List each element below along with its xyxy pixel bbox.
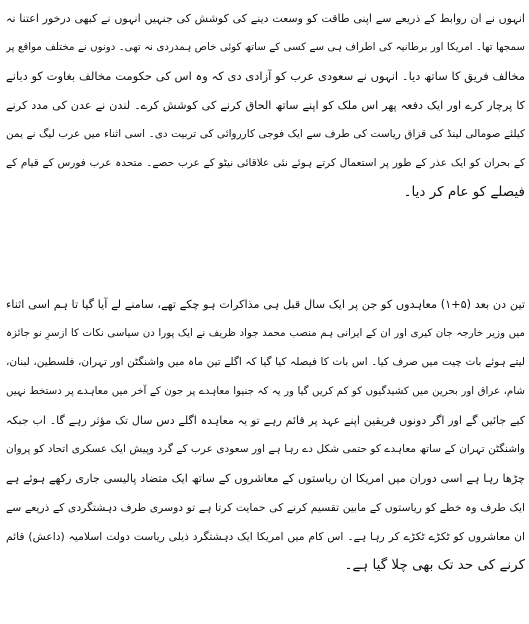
text-line: ایک طرف وہ خطے کو ریاستوں کے مابین تقسیم کرنے کی حمایت کرتا ہے تو دوسری طرف دہشتگردی کے ذریعے سے: [6, 501, 525, 514]
text-line: کا پرچار کرے اور ایک دفعہ پھر اس ملک کو اپنے ساتھ الحاق کرنے کی کوشش کرے۔ لندن نے عدن کی مدد کرنے: [6, 99, 525, 112]
text-line: فیصلے کو عام کر دیا۔: [403, 184, 525, 200]
text-line: انہوں نے ان روابط کے ذریعے سے اپنی طاقت کو وسعت دینے کی کوشش کی جنہیں انہوں نے کبھی درخور اعتنا نہ: [6, 12, 525, 25]
text-line: لیتے ہوئے بات چیت میں صرف کیا۔ اس بات کا فیصلہ کیا گیا کہ اگلے تین ماہ میں واشنگٹن اور تہران، فلسطین، لبنان،: [6, 356, 525, 368]
text-line: واشنگٹن تہران کے ساتھ معاہدے کو حتمی شکل دے رہا ہے اور سعودی عرب کے گرد وپیش ایک عسکری اتحاد کو پروان: [6, 443, 525, 455]
text-line: کیلئے صومالی لینڈ کی قزاق ریاست کی طرف سے ایک فوجی کارروائی کی تربیت دی۔ اسی اثناء میں عرب لیگ نے یمن: [6, 128, 525, 140]
text-line: سمجھا تھا۔ امریکا اور برطانیہ کی اطراف ہی سے کسی کے ساتھ کوئی خاص ہمدردی نہ تھی۔ دونوں نے مختلف مواقع پر: [6, 41, 525, 53]
text-line: میں وزیر خارجہ جان کیری اور ان کے ایرانی ہم منصب محمد جواد ظریف نے ایک پورا دن سیاسی نکات کا ازسرِ نو جائزہ: [6, 327, 525, 339]
text-line: کرنے کی حد تک بھی چلا گیا ہے۔: [344, 557, 525, 573]
text-line: تین دن بعد (۵+۱) معاہدوں کو جن پر ایک سال قبل ہی مذاکرات ہو چکے تھے، سامنے لے آیا گیا تا ہم اسی اثناء: [6, 298, 525, 311]
text-line: مخالف فریق کا ساتھ دیا۔ انہوں نے سعودی عرب کو آزادی دی کہ وہ اس کی حکومت مخالف بغاوت کو دبانے: [6, 69, 525, 83]
text-line: کے بحران کو ایک عذر کے طور پر استعمال کرتے ہوئے نئی علاقائی نیٹو کے عرب حصے۔ متحدہ عرب فورس کے قیام کے: [6, 157, 525, 169]
text-line: شام، عراق اور بحرین میں کشیدگیوں کو کم کریں گیا ور یہ کہ جنیوا معاہدے پر جون کے آخر میں معاہدے پر دستخط نہیں: [6, 385, 525, 397]
paragraph-2: [6, 290, 525, 580]
text-line: چڑھا رہا ہے اسی دوران میں امریکا ان ریاستوں کے معاشروں کے ساتھ ایک متضاد پالیسی جاری رکھے ہوئے ہے: [6, 472, 525, 485]
paragraph-1: [6, 4, 525, 207]
text-line: کیے جائیں گے اور اگر دونوں فریقین اپنے عہد پر قائم رہے تو یہ معاہدہ اگلے دس سال تک مؤثر رہے گا۔ اب جبکہ: [6, 414, 525, 427]
text-line: ان معاشروں کو ٹکڑے ٹکڑے کر رہا ہے۔ اس کام میں امریکا ایک دہشتگرد ذیلی ریاست دولت اسلامیہ (داعش) قائم: [6, 530, 525, 543]
